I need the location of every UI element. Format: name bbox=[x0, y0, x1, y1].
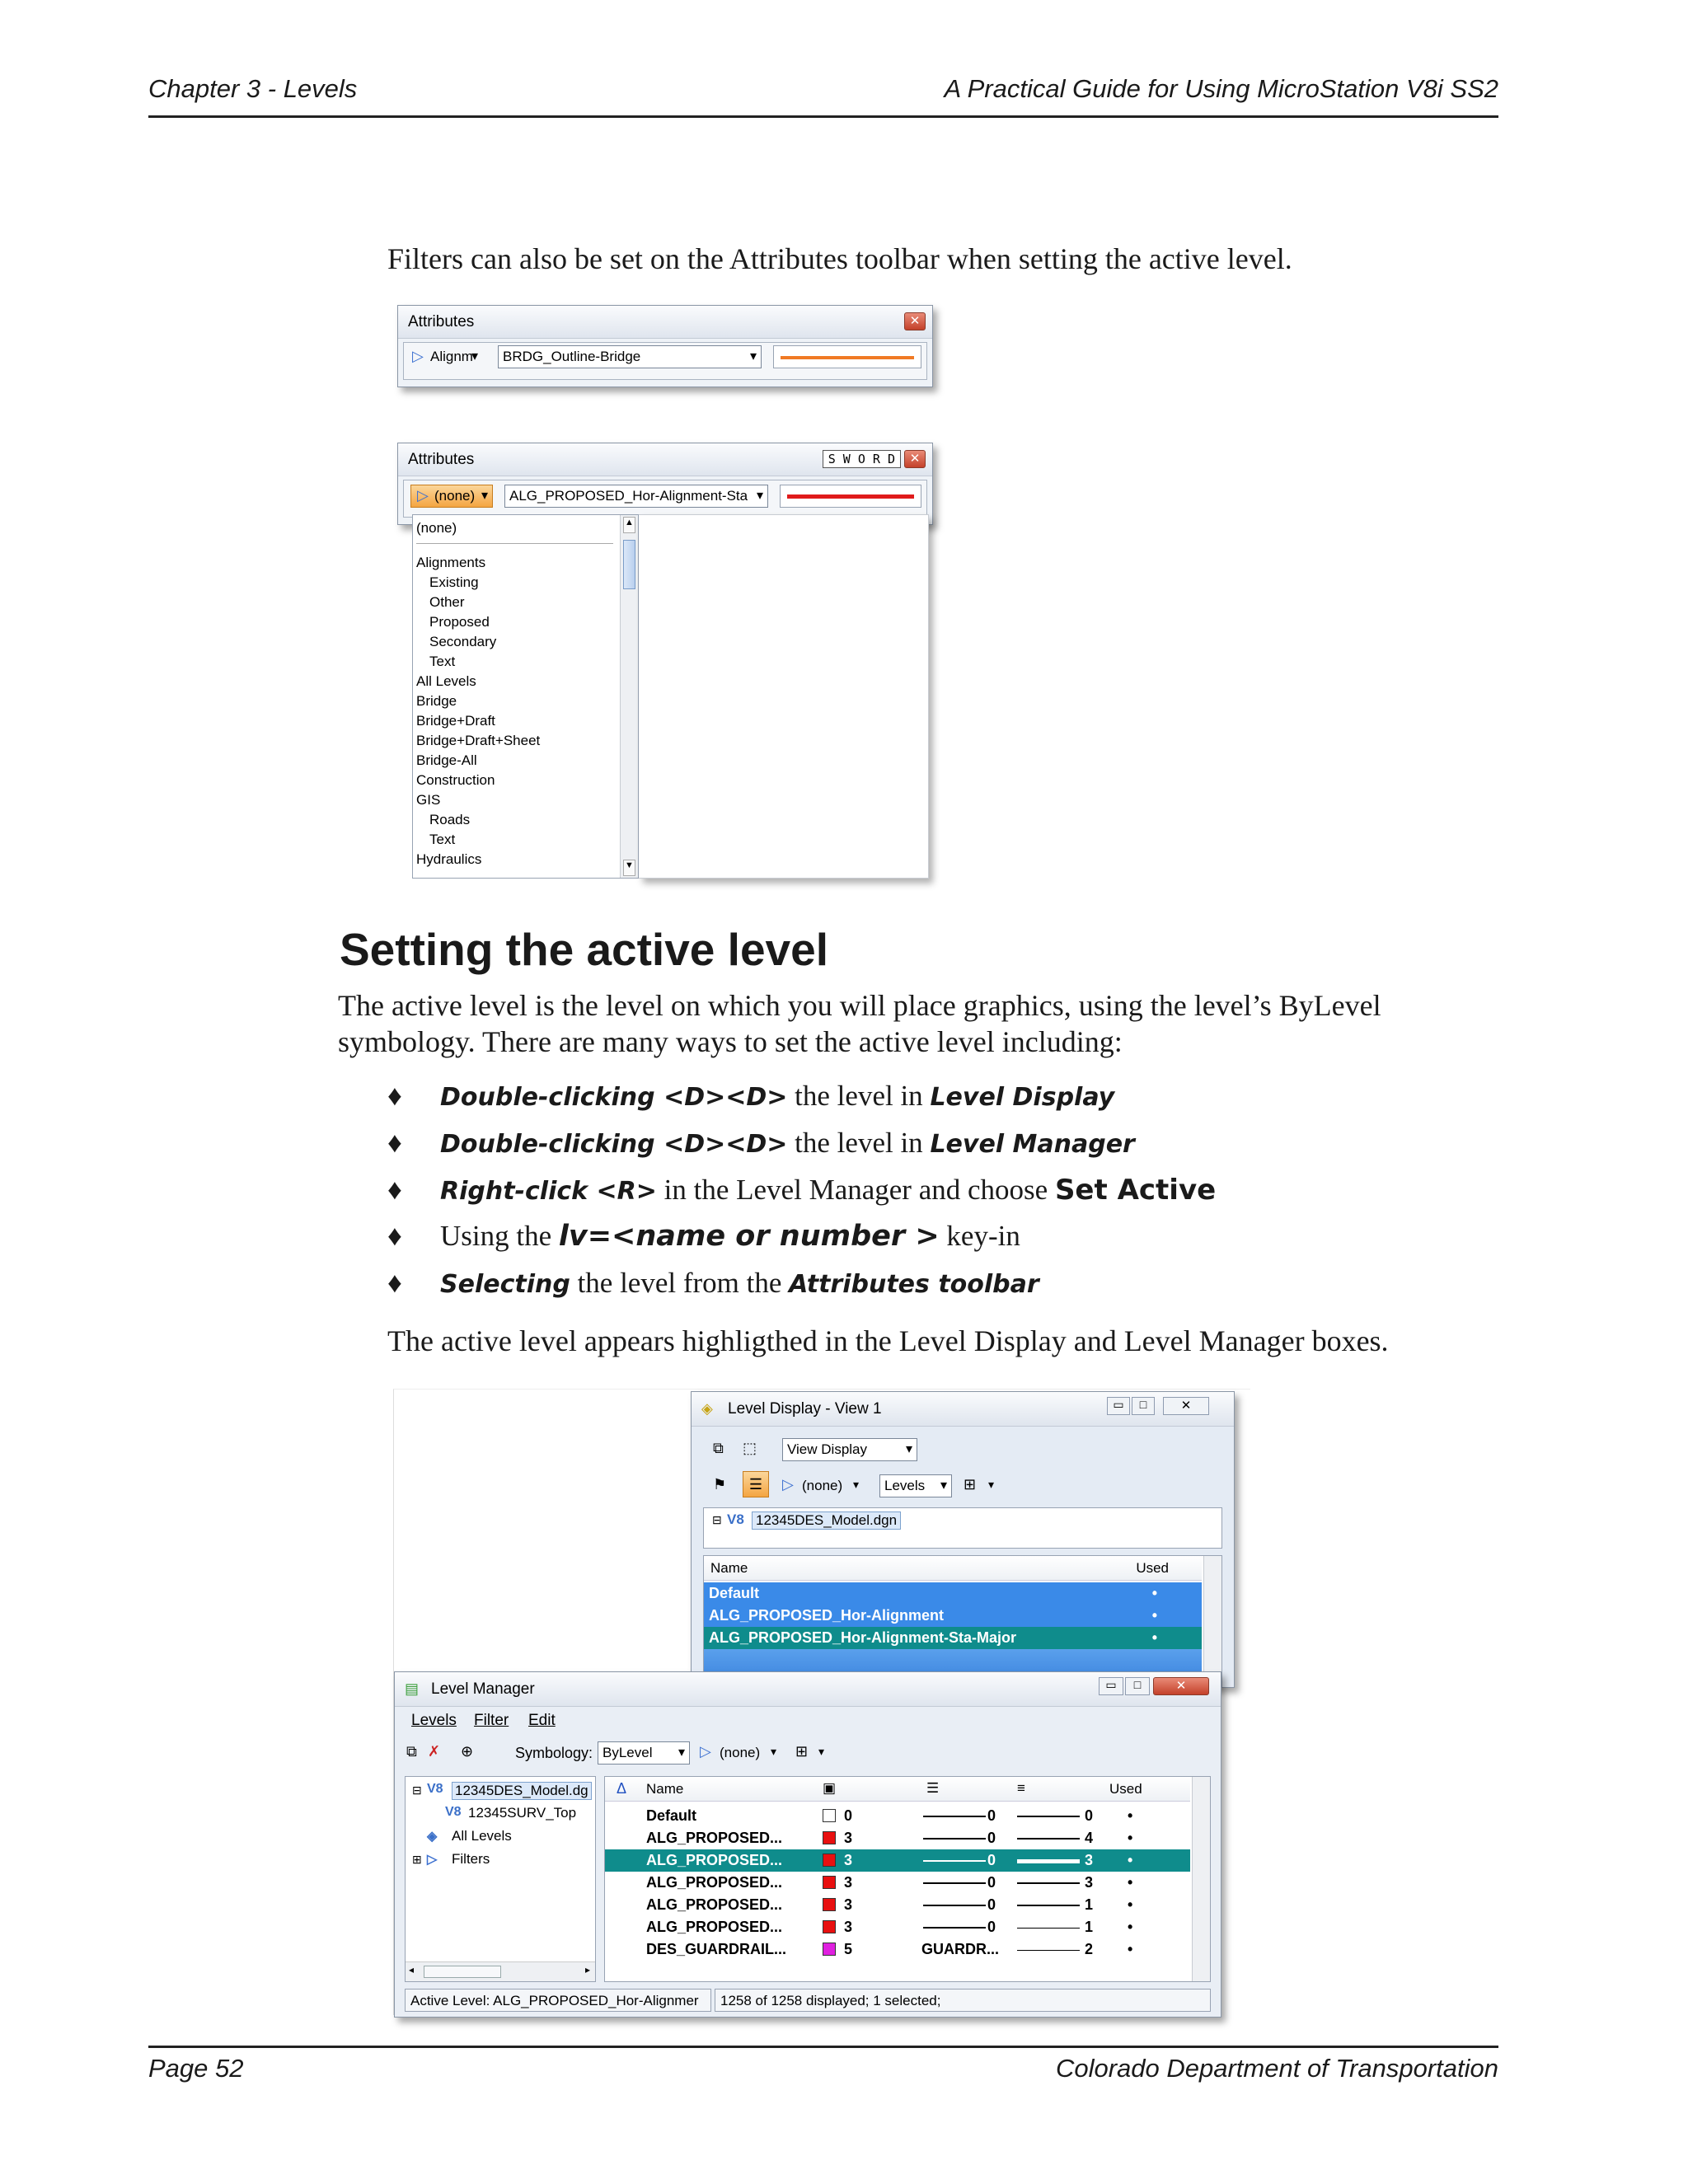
level-name: ALG_PROPOSED... bbox=[646, 1852, 783, 1868]
bullet-item bbox=[387, 1080, 1114, 1113]
filter-icon: ▷ bbox=[700, 1743, 711, 1760]
level-stack-icon[interactable]: ⧉ bbox=[406, 1743, 417, 1760]
level-row[interactable] bbox=[704, 1605, 1202, 1627]
line-weight-sample bbox=[1017, 1950, 1080, 1951]
levels-icon: ◈ bbox=[427, 1830, 438, 1844]
paragraph-2: The active level appears highligthed in the Level Display and Level Manager boxes. bbox=[387, 1324, 1389, 1357]
filter-dropdown-open[interactable]: (none) ▾ bbox=[410, 485, 493, 508]
line-style-value: 0 bbox=[987, 1852, 996, 1868]
section-title: Setting the active level bbox=[340, 924, 828, 975]
table-row[interactable] bbox=[605, 1916, 1190, 1938]
filter-dropdown[interactable]: Alignm ▾ bbox=[425, 345, 483, 368]
line-weight-sample bbox=[1017, 1928, 1080, 1929]
menu-bar bbox=[395, 1710, 1221, 1733]
bullet-diamond-icon: ♦ bbox=[387, 1220, 402, 1252]
bullet-text: the level in bbox=[787, 1080, 931, 1112]
line-weight-value: 1 bbox=[1085, 1896, 1094, 1913]
scroll-thumb[interactable] bbox=[623, 540, 635, 589]
column-name[interactable]: Name bbox=[710, 1560, 748, 1576]
level-name: DES_GUARDRAIL... bbox=[646, 1941, 787, 1957]
level-name: ALG_PROPOSED_Hor-Alignment bbox=[709, 1607, 945, 1624]
list-header bbox=[704, 1556, 1202, 1581]
filter-value[interactable]: (none) bbox=[720, 1745, 761, 1760]
bullet-item bbox=[387, 1267, 1039, 1300]
scroll-thumb[interactable] bbox=[424, 1966, 501, 1978]
line-style-sample bbox=[923, 1816, 986, 1817]
level-dropdown[interactable]: BRDG_Outline-Bridge ▾ bbox=[498, 345, 762, 368]
level-name: ALG_PROPOSED... bbox=[646, 1919, 783, 1935]
used-mark: • bbox=[1128, 1941, 1133, 1957]
settings-icon[interactable]: ⊞ bbox=[964, 1476, 977, 1493]
list-divider bbox=[416, 543, 613, 544]
level-name: ALG_PROPOSED... bbox=[646, 1896, 783, 1913]
paragraph-1-line-2: symbology. There are many ways to set the active level including: bbox=[338, 1025, 1123, 1058]
level-name: ALG_PROPOSED... bbox=[646, 1830, 783, 1846]
bullet-diamond-icon: ♦ bbox=[387, 1127, 402, 1159]
menu-item[interactable]: Filter bbox=[474, 1712, 509, 1729]
line-style-preview[interactable] bbox=[773, 345, 921, 368]
filter-list-item[interactable]: Secondary bbox=[429, 634, 497, 649]
filter-list[interactable] bbox=[412, 514, 639, 879]
filter-list-item[interactable]: Alignments bbox=[416, 555, 486, 570]
level-name: ALG_PROPOSED_Hor-Alignment-Sta-Major bbox=[709, 1629, 1017, 1646]
scroll-right-icon[interactable]: ▸ bbox=[584, 1964, 590, 1975]
view-display-dropdown[interactable]: View Display ▾ bbox=[782, 1438, 917, 1461]
table-row[interactable] bbox=[605, 1827, 1190, 1849]
bullet-item bbox=[387, 1127, 1135, 1160]
color-number: 0 bbox=[844, 1807, 853, 1824]
delete-level-icon[interactable]: ✗ bbox=[428, 1743, 441, 1760]
filter-icon: ▷ bbox=[782, 1476, 794, 1493]
tree-item-label[interactable]: All Levels bbox=[452, 1828, 512, 1844]
color-number: 3 bbox=[844, 1852, 853, 1868]
line-weight-value: 1 bbox=[1085, 1919, 1094, 1935]
line-weight-sample bbox=[1017, 1905, 1080, 1906]
bullet-action: Double-clicking <D><D> bbox=[440, 1083, 788, 1112]
used-mark: • bbox=[1128, 1807, 1133, 1824]
filter-list-item[interactable]: Existing bbox=[429, 574, 479, 590]
filter-icon: ▷ bbox=[417, 487, 429, 504]
intro-paragraph: Filters can also be set on the Attributes toolbar when setting the active level. bbox=[387, 242, 1292, 275]
bullet-item bbox=[387, 1174, 1216, 1207]
line-weight-sample bbox=[1017, 1816, 1080, 1817]
level-display-icon: ◈ bbox=[701, 1400, 713, 1417]
filter-list-item[interactable]: Construction bbox=[416, 772, 495, 788]
footer-page-number: Page 52 bbox=[148, 2054, 244, 2083]
line-style-sample bbox=[923, 1905, 986, 1906]
line-weight-value: 2 bbox=[1085, 1941, 1094, 1957]
line-style-value: 0 bbox=[987, 1919, 996, 1935]
level-display-window bbox=[691, 1391, 1235, 1688]
used-mark: • bbox=[1128, 1874, 1133, 1891]
level-list-icon[interactable]: ☰ bbox=[743, 1471, 769, 1497]
scroll-down-icon[interactable]: ▼ bbox=[623, 860, 635, 876]
line-style-value: 0 bbox=[987, 1896, 996, 1913]
sword-badge: S W O R D bbox=[823, 450, 901, 468]
attributes-title: Attributes bbox=[408, 451, 475, 468]
level-dropdown[interactable]: ALG_PROPOSED_Hor-Alignment-Sta ▾ bbox=[504, 485, 768, 508]
chevron-down-icon[interactable]: ▾ bbox=[853, 1478, 860, 1491]
line-style-value: 0 bbox=[987, 1830, 996, 1846]
attributes-titlebar bbox=[398, 306, 932, 339]
bullet-action: Double-clicking <D><D> bbox=[440, 1130, 788, 1159]
header-chapter: Chapter 3 - Levels bbox=[148, 74, 358, 103]
model-name[interactable]: 12345DES_Model.dgn bbox=[752, 1511, 901, 1530]
color-swatch bbox=[823, 1809, 836, 1822]
close-icon[interactable]: ✕ bbox=[904, 312, 926, 330]
collapse-icon[interactable]: ⊟ bbox=[412, 1783, 422, 1797]
attributes-title: Attributes bbox=[408, 313, 475, 330]
model-tree bbox=[703, 1507, 1222, 1549]
bullet-text: Using the bbox=[440, 1220, 559, 1252]
bullet-text: the level in bbox=[787, 1127, 931, 1159]
color-swatch bbox=[823, 1831, 836, 1844]
menu-item[interactable]: Levels bbox=[411, 1712, 457, 1729]
color-number: 3 bbox=[844, 1896, 853, 1913]
used-mark: • bbox=[1151, 1585, 1157, 1601]
bullet-text: in the Level Manager and choose bbox=[656, 1174, 1055, 1206]
table-scrollbar[interactable] bbox=[1192, 1777, 1210, 1981]
level-row[interactable] bbox=[704, 1582, 1202, 1605]
attributes-body bbox=[403, 480, 927, 518]
model-tree bbox=[405, 1776, 596, 1982]
dgn-model-icon: V8 bbox=[727, 1511, 744, 1527]
used-mark: • bbox=[1128, 1896, 1133, 1913]
close-icon[interactable]: ✕ bbox=[1163, 1397, 1209, 1415]
symbology-icon[interactable]: ⚑ bbox=[713, 1476, 727, 1493]
line-weight-value: 3 bbox=[1085, 1874, 1094, 1891]
chevron-down-icon[interactable]: ▾ bbox=[771, 1745, 777, 1758]
maximize-icon[interactable]: □ bbox=[1125, 1677, 1150, 1695]
used-mark: • bbox=[1128, 1852, 1133, 1868]
line-weight-sample bbox=[1017, 1882, 1080, 1884]
bullet-target: Set Active bbox=[1054, 1174, 1217, 1207]
filter-list-item[interactable]: Proposed bbox=[429, 614, 490, 630]
bullet-suffix: key-in bbox=[939, 1220, 1020, 1252]
table-row[interactable] bbox=[605, 1938, 1190, 1961]
minimize-icon[interactable]: ▭ bbox=[1107, 1397, 1130, 1415]
bullet-action: Selecting bbox=[440, 1270, 570, 1299]
tree-hscrollbar[interactable] bbox=[406, 1961, 595, 1981]
column-used[interactable]: Used bbox=[1109, 1781, 1142, 1797]
filter-icon: ▷ bbox=[412, 348, 424, 364]
column-name[interactable]: Name bbox=[646, 1781, 684, 1797]
level-manager-window bbox=[394, 1671, 1221, 2018]
bullet-target: Level Display bbox=[930, 1083, 1115, 1112]
line-weight-value: 3 bbox=[1085, 1852, 1094, 1868]
footer-rule bbox=[148, 2046, 1498, 2048]
footer-organization: Colorado Department of Transportation bbox=[1055, 2054, 1498, 2083]
chevron-down-icon[interactable]: ▾ bbox=[818, 1745, 825, 1758]
filter-icon: ▷ bbox=[427, 1853, 438, 1867]
symbology-label: Symbology: bbox=[515, 1745, 593, 1761]
table-row[interactable] bbox=[605, 1805, 1190, 1827]
filter-list-item[interactable]: GIS bbox=[416, 792, 441, 808]
filter-list-scrollbar[interactable] bbox=[620, 515, 638, 878]
line-style-value: GUARDR... bbox=[921, 1941, 999, 1957]
color-swatch bbox=[823, 1854, 836, 1867]
status-active-level: Active Level: ALG_PROPOSED_Hor-Alignmer bbox=[410, 1993, 699, 2008]
line-style-preview[interactable] bbox=[780, 485, 921, 508]
expand-icon[interactable]: ⊞ bbox=[412, 1853, 422, 1866]
level-name: Default bbox=[646, 1807, 697, 1824]
new-level-icon[interactable]: ⊕ bbox=[461, 1743, 474, 1760]
close-icon[interactable]: ✕ bbox=[904, 450, 926, 468]
dropdown-panel-backdrop bbox=[639, 514, 929, 879]
bullet-diamond-icon: ♦ bbox=[387, 1174, 402, 1206]
header-rule bbox=[148, 115, 1498, 118]
line-weight-sample bbox=[1017, 1838, 1080, 1840]
scroll-up-icon[interactable]: ▲ bbox=[623, 517, 635, 533]
bullet-diamond-icon: ♦ bbox=[387, 1267, 402, 1299]
line-style-sample bbox=[923, 1860, 986, 1862]
color-swatch bbox=[823, 1943, 836, 1956]
levels-dropdown[interactable]: Levels ▾ bbox=[879, 1474, 952, 1497]
table-row[interactable] bbox=[605, 1872, 1190, 1894]
status-active-level-pane bbox=[405, 1989, 711, 2012]
color-swatch bbox=[823, 1898, 836, 1911]
level-manager-icon: ▤ bbox=[405, 1680, 420, 1697]
color-column-icon[interactable]: ▣ bbox=[823, 1780, 837, 1796]
level-row[interactable] bbox=[704, 1627, 1202, 1649]
view-icon[interactable]: ⧉ bbox=[713, 1440, 724, 1456]
orange-line bbox=[781, 356, 914, 359]
maximize-icon[interactable]: □ bbox=[1132, 1397, 1155, 1415]
tree-item-label[interactable]: Filters bbox=[452, 1851, 490, 1867]
level-manager-title: Level Manager bbox=[431, 1680, 535, 1698]
filter-list-item[interactable]: Bridge-All bbox=[416, 752, 477, 768]
filter-list-item[interactable]: Roads bbox=[429, 812, 471, 827]
filter-list-item[interactable]: Bridge bbox=[416, 693, 457, 709]
pointer-icon[interactable]: ⬚ bbox=[743, 1440, 757, 1456]
color-number: 5 bbox=[844, 1941, 853, 1957]
minimize-icon[interactable]: ▭ bbox=[1099, 1677, 1123, 1695]
collapse-icon[interactable]: ⊟ bbox=[712, 1513, 722, 1526]
scroll-left-icon[interactable]: ◂ bbox=[409, 1964, 415, 1975]
level-display-title: Level Display - View 1 bbox=[728, 1400, 882, 1418]
filter-list-item[interactable]: Text bbox=[429, 832, 456, 847]
used-mark: • bbox=[1128, 1919, 1133, 1935]
bullet-text: the level from the bbox=[570, 1267, 790, 1299]
chevron-down-icon[interactable]: ▾ bbox=[988, 1478, 995, 1491]
table-row[interactable] bbox=[605, 1894, 1190, 1916]
attributes-titlebar bbox=[398, 443, 932, 476]
menu-item[interactable]: Edit bbox=[528, 1712, 556, 1729]
filter-list-item[interactable]: Text bbox=[429, 654, 456, 669]
line-weight-sample bbox=[1017, 1859, 1080, 1863]
filter-list-item[interactable]: Hydraulics bbox=[416, 851, 482, 867]
bullet-item bbox=[387, 1220, 1020, 1253]
attributes-toolbar-2 bbox=[397, 443, 933, 525]
level-name: ALG_PROPOSED... bbox=[646, 1874, 783, 1891]
color-number: 3 bbox=[844, 1830, 853, 1846]
attributes-toolbar-1 bbox=[397, 305, 933, 387]
level-table[interactable] bbox=[604, 1776, 1211, 1982]
settings-icon[interactable]: ⊞ bbox=[795, 1743, 809, 1760]
level-name: Default bbox=[709, 1585, 760, 1601]
dgn-model-icon: V8 bbox=[445, 1805, 462, 1819]
table-header bbox=[605, 1777, 1190, 1802]
delta-icon[interactable]: Δ bbox=[617, 1780, 627, 1797]
used-mark: • bbox=[1151, 1629, 1157, 1646]
red-line bbox=[787, 494, 914, 499]
attributes-body bbox=[403, 342, 927, 380]
line-style-sample bbox=[923, 1838, 986, 1840]
style-column-icon[interactable]: ☰ bbox=[926, 1780, 940, 1796]
used-mark: • bbox=[1151, 1607, 1157, 1624]
filter-list-item[interactable]: Bridge+Draft bbox=[416, 713, 495, 729]
filter-list-item[interactable]: All Levels bbox=[416, 673, 476, 689]
symbology-dropdown[interactable]: ByLevel ▾ bbox=[598, 1741, 690, 1765]
header-book-title: A Practical Guide for Using MicroStation V8i SS2 bbox=[944, 74, 1498, 103]
bullet-target: Attributes toolbar bbox=[789, 1270, 1039, 1299]
color-swatch bbox=[823, 1920, 836, 1933]
bullet-diamond-icon: ♦ bbox=[387, 1080, 402, 1112]
line-style-value: 0 bbox=[987, 1807, 996, 1824]
color-swatch bbox=[823, 1876, 836, 1889]
close-icon[interactable]: ✕ bbox=[1153, 1677, 1209, 1695]
list-scrollbar[interactable] bbox=[1203, 1556, 1221, 1686]
column-used[interactable]: Used bbox=[1136, 1560, 1169, 1576]
color-number: 3 bbox=[844, 1919, 853, 1935]
bullet-target: lv=<name or number > bbox=[558, 1220, 940, 1253]
line-weight-value: 4 bbox=[1085, 1830, 1094, 1846]
filter-list-item[interactable]: (none) bbox=[416, 520, 457, 536]
status-count-pane bbox=[715, 1989, 1211, 2012]
used-mark: • bbox=[1128, 1830, 1133, 1846]
filter-value[interactable]: (none) bbox=[802, 1478, 843, 1493]
level-manager-titlebar bbox=[395, 1672, 1221, 1707]
paragraph-1-line-1: The active level is the level on which you will place graphics, using the level’s ByLevel bbox=[338, 989, 1381, 1022]
line-style-sample bbox=[923, 1882, 986, 1884]
status-count: 1258 of 1258 displayed; 1 selected; bbox=[720, 1993, 941, 2008]
table-row[interactable] bbox=[605, 1849, 1190, 1872]
level-display-titlebar bbox=[692, 1392, 1234, 1427]
bullet-target: Level Manager bbox=[930, 1130, 1135, 1159]
color-number: 3 bbox=[844, 1874, 853, 1891]
dgn-model-icon: V8 bbox=[427, 1782, 443, 1796]
filter-list-item[interactable]: Bridge+Draft+Sheet bbox=[416, 733, 541, 748]
tree-item-label[interactable]: 12345DES_Model.dg bbox=[452, 1782, 592, 1800]
filter-list-item[interactable]: Other bbox=[429, 594, 465, 610]
line-style-value: 0 bbox=[987, 1874, 996, 1891]
line-weight-value: 0 bbox=[1085, 1807, 1094, 1824]
bullet-action: Right-click <R> bbox=[440, 1177, 657, 1206]
level-display-list[interactable] bbox=[703, 1555, 1222, 1687]
weight-column-icon[interactable]: ≡ bbox=[1017, 1780, 1025, 1796]
line-style-sample bbox=[923, 1927, 986, 1929]
tree-item-label[interactable]: 12345SURV_Top bbox=[468, 1805, 577, 1821]
